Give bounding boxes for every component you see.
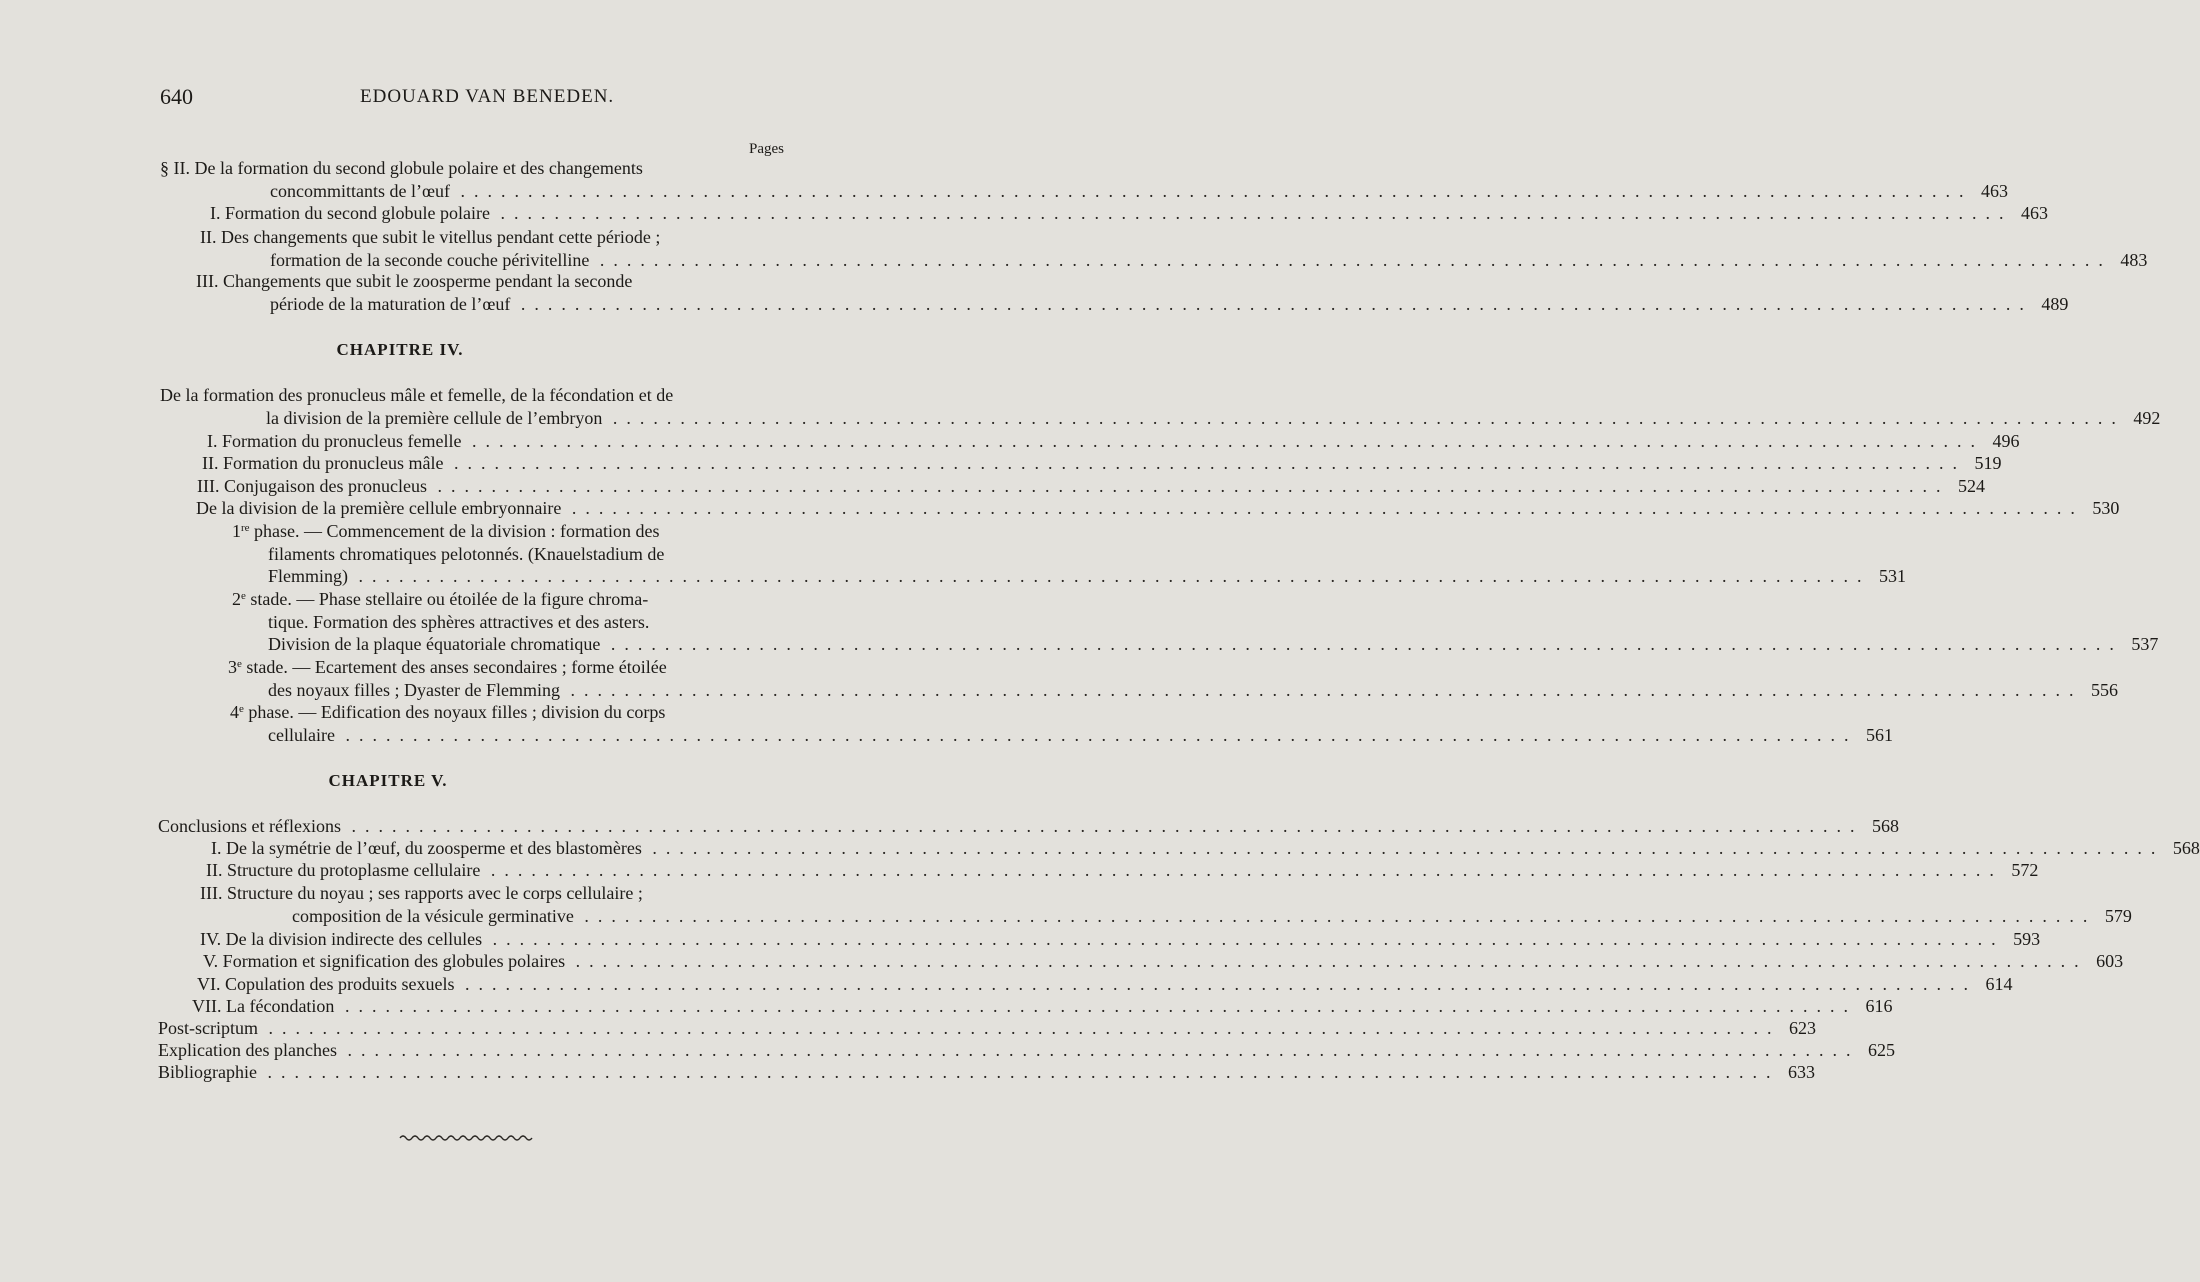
toc-entry-leader — [197, 475, 1985, 498]
toc-page-ref: 496 — [1992, 431, 2020, 451]
toc-page-ref: 531 — [1879, 566, 1906, 586]
pages-column-label: Pages — [749, 141, 784, 157]
toc-page-ref: 561 — [1865, 724, 1893, 745]
toc-entry-text: III. Changements que subit le zoosperme pendant la seconde — [196, 271, 633, 291]
toc-chapter-intro — [160, 384, 2161, 429]
chapter-heading: CHAPITRE V. — [328, 771, 448, 790]
toc-entry-text: I. De la symétrie de l’œuf, du zoosperme et des blastomères — [211, 838, 642, 858]
toc-page-ref: 593 — [2013, 929, 2041, 949]
toc-page-ref: 537 — [2131, 634, 2159, 654]
toc-entry-leader — [158, 1017, 1817, 1040]
toc-section-2 — [160, 157, 2008, 202]
toc-entry-leader — [200, 905, 2132, 928]
running-title: EDOUARD VAN BENEDEN. — [360, 86, 615, 107]
toc-page-ref: 623 — [1789, 1018, 1817, 1038]
phase-number: 1 — [232, 521, 241, 541]
phase-number: 4 — [230, 702, 239, 722]
toc-entry-leader — [197, 973, 2013, 996]
toc-entry-leader — [228, 679, 2118, 702]
toc-item — [192, 995, 1893, 1018]
phase-ordinal: re — [241, 522, 250, 534]
toc-entry-text: De la formation des pronucleus mâle et femelle, de la fécondation et de — [160, 385, 674, 405]
dot-leader — [607, 408, 2125, 428]
toc-entry-text: II. Structure du protoplasme cellulaire — [206, 860, 481, 880]
dot-leader — [339, 725, 1857, 745]
toc-item — [206, 859, 2039, 882]
toc-entry-leader — [200, 249, 2148, 272]
toc-page-ref: 492 — [2133, 407, 2161, 428]
toc-entry-leader — [210, 202, 2048, 225]
toc-phase — [228, 656, 2118, 701]
toc-entry-text: III. Conjugaison des pronucleus — [197, 476, 427, 496]
toc-entry-text: stade. — Phase stellaire ou étoilée de la figure chroma- — [250, 589, 649, 609]
toc-phase — [232, 588, 2159, 656]
toc-entry-text: formation de la seconde couche périvitelline — [270, 249, 590, 270]
dot-leader — [353, 566, 1871, 586]
toc-item — [210, 202, 2048, 225]
chapter-heading: CHAPITRE IV. — [336, 340, 464, 359]
toc-item — [158, 1017, 1817, 1040]
dot-leader — [261, 1062, 1779, 1082]
page-number: 640 — [160, 84, 193, 109]
toc-entry-leader — [230, 724, 1893, 747]
dot-leader — [485, 860, 2003, 880]
toc-entry-leader — [200, 928, 2041, 951]
toc-page-ref: 603 — [2096, 951, 2124, 971]
dot-leader — [594, 250, 2112, 270]
toc-entry-leader — [158, 1061, 1815, 1084]
toc-item — [196, 497, 2120, 520]
toc-entry-text: VII. La fécondation — [192, 996, 335, 1016]
toc-page-ref: 519 — [1974, 453, 2002, 473]
dot-leader — [570, 951, 2088, 971]
toc-entry-text: V. Formation et signification des globules polaires — [203, 951, 566, 971]
dot-leader — [263, 1018, 1781, 1038]
toc-page-ref: 463 — [1980, 180, 2008, 201]
toc-page-ref: 625 — [1867, 1040, 1895, 1060]
toc-item — [207, 430, 2020, 453]
toc-page-ref: 530 — [2092, 498, 2120, 518]
toc-entry-leader — [206, 859, 2039, 882]
dot-leader — [494, 203, 2012, 223]
dot-leader — [345, 816, 1863, 836]
toc-item — [158, 1061, 1815, 1084]
toc-entry-text: III. Structure du noyau ; ses rapports avec le corps cellulaire ; — [200, 883, 643, 903]
dot-leader — [487, 929, 2005, 949]
toc-phase — [230, 701, 1893, 746]
dot-leader — [646, 838, 2164, 858]
toc-chapter-intro — [158, 815, 1899, 838]
dot-leader — [341, 1040, 1859, 1060]
toc-item — [200, 882, 2132, 927]
toc-item — [197, 475, 1985, 498]
dot-leader — [578, 906, 2096, 926]
phase-ordinal: e — [239, 703, 244, 715]
toc-item — [200, 226, 2148, 271]
toc-entry-text: Division de la plaque équatoriale chromatique — [268, 634, 601, 654]
toc-entry-text: filaments chromatiques pelotonnés. (Knauelstadium de — [268, 543, 665, 564]
toc-entry-text: concommittants de l’œuf — [270, 180, 450, 201]
toc-page-ref: 633 — [1787, 1062, 1815, 1082]
toc-page-ref: 483 — [2120, 249, 2148, 270]
toc-entry-text: Explication des planches — [158, 1040, 337, 1060]
dot-leader — [605, 634, 2123, 654]
toc-entry-text: des noyaux filles ; Dyaster de Flemming — [268, 679, 560, 700]
toc-entry-leader — [211, 837, 2200, 860]
toc-entry-leader — [160, 407, 2161, 430]
toc-phase — [232, 520, 1906, 588]
toc-page-ref: 572 — [2011, 860, 2039, 880]
dot-leader — [339, 996, 1857, 1016]
toc-entry-leader — [160, 180, 2008, 203]
dot-leader — [466, 431, 1984, 451]
ornamental-wavy-rule — [398, 1132, 538, 1144]
toc-entry-leader — [202, 452, 2002, 475]
phase-ordinal: e — [237, 658, 242, 670]
toc-entry-leader — [196, 293, 2069, 316]
toc-item — [196, 270, 2069, 315]
toc-entry-text: § II. De la formation du second globule polaire et des changements — [160, 158, 643, 178]
toc-page-ref: 616 — [1865, 996, 1893, 1016]
toc-entry-text: Flemming) — [268, 566, 348, 586]
toc-entry-leader — [232, 565, 1906, 588]
toc-entry-text: I. Formation du pronucleus femelle — [207, 431, 462, 451]
toc-page-ref: 463 — [2020, 203, 2048, 223]
toc-entry-leader — [158, 1039, 1895, 1062]
toc-entry-text: IV. De la division indirecte des cellules — [200, 929, 483, 949]
phase-ordinal: e — [241, 590, 246, 602]
toc-item — [158, 1039, 1895, 1062]
toc-page-ref: 614 — [1985, 974, 2013, 994]
toc-entry-text: Post-scriptum — [158, 1018, 259, 1038]
toc-entry-leader — [207, 430, 2020, 453]
toc-entry-leader — [158, 815, 1899, 838]
toc-entry-text: II. Des changements que subit le vitellus pendant cette période ; — [200, 227, 661, 247]
toc-entry-text: I. Formation du second globule polaire — [210, 203, 490, 223]
dot-leader — [564, 680, 2082, 700]
toc-entry-text: tique. Formation des sphères attractives et des asters. — [268, 611, 650, 632]
toc-entry-leader — [232, 633, 2159, 656]
toc-entry-text: De la division de la première cellule embryonnaire — [196, 498, 562, 518]
toc-page-ref: 489 — [2041, 293, 2069, 314]
toc-entry-text: la division de la première cellule de l’embryon — [266, 407, 603, 428]
toc-entry-leader — [196, 497, 2120, 520]
dot-leader — [459, 974, 1977, 994]
toc-entry-text: période de la maturation de l’œuf — [270, 293, 511, 314]
toc-entry-text: stade. — Ecartement des anses secondaires ; forme étoilée — [246, 657, 667, 677]
toc-item — [197, 973, 2013, 996]
toc-entry-text: II. Formation du pronucleus mâle — [202, 453, 444, 473]
toc-entry-text: phase. — Commencement de la division : formation des — [254, 521, 660, 541]
dot-leader — [566, 498, 2084, 518]
toc-item — [203, 950, 2124, 973]
toc-entry-leader — [203, 950, 2124, 973]
phase-number: 3 — [228, 657, 237, 677]
page-header — [160, 84, 720, 114]
dot-leader — [431, 476, 1949, 496]
toc-item — [211, 837, 2200, 860]
toc-entry-text: cellulaire — [268, 724, 335, 745]
toc-entry-text: Bibliographie — [158, 1062, 257, 1082]
toc-item — [200, 928, 2041, 951]
toc-entry-text: phase. — Edification des noyaux filles ; division du corps — [248, 702, 666, 722]
dot-leader — [515, 294, 2033, 314]
dot-leader — [454, 181, 1972, 201]
toc-entry-text: Conclusions et réflexions — [158, 816, 341, 836]
phase-number: 2 — [232, 589, 241, 609]
toc-page-ref: 556 — [2090, 679, 2118, 700]
toc-entry-text: VI. Copulation des produits sexuels — [197, 974, 455, 994]
toc-page-ref: 579 — [2104, 905, 2132, 926]
dot-leader — [448, 453, 1966, 473]
toc-entry-text: composition de la vésicule germinative — [292, 905, 574, 926]
toc-page-ref: 524 — [1957, 476, 1985, 496]
toc-entry-leader — [192, 995, 1893, 1018]
toc-item — [202, 452, 2002, 475]
toc-page-ref: 568 — [1871, 816, 1899, 836]
toc-page-ref: 568 — [2172, 838, 2200, 858]
